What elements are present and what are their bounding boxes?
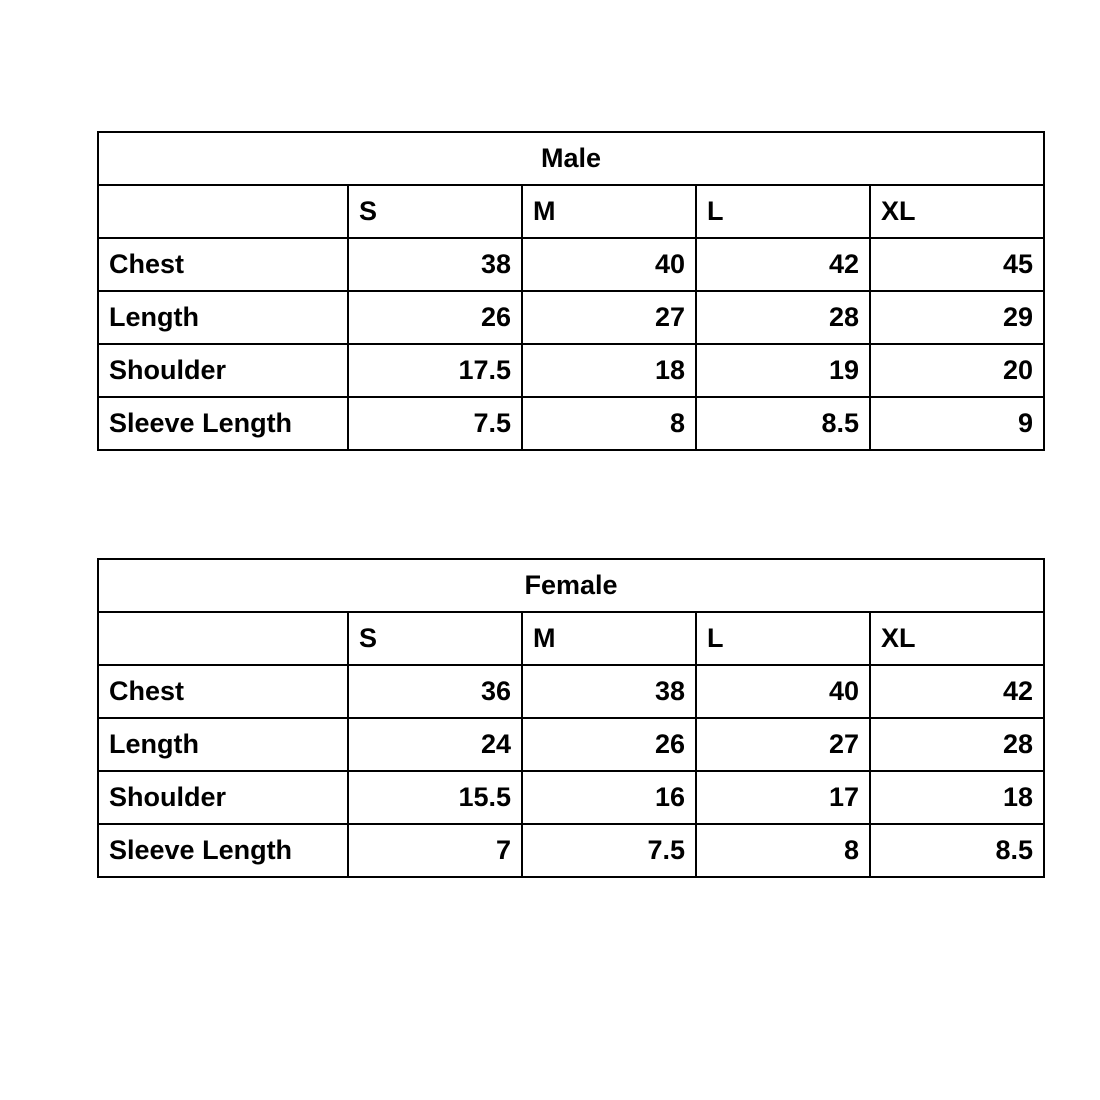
cell-value: 8	[522, 397, 696, 450]
column-header-m: M	[522, 612, 696, 665]
cell-value: 17.5	[348, 344, 522, 397]
cell-value: 8	[696, 824, 870, 877]
table-header-row	[98, 612, 1044, 665]
corner-cell	[98, 185, 348, 238]
cell-value: 40	[696, 665, 870, 718]
table-title: Female	[98, 559, 1044, 612]
column-header-l: L	[696, 185, 870, 238]
cell-value: 9	[870, 397, 1044, 450]
row-label: Shoulder	[98, 771, 348, 824]
cell-value: 28	[870, 718, 1044, 771]
table-row	[98, 397, 1044, 450]
cell-value: 42	[870, 665, 1044, 718]
cell-value: 28	[696, 291, 870, 344]
row-label: Sleeve Length	[98, 824, 348, 877]
table-row	[98, 344, 1044, 397]
cell-value: 36	[348, 665, 522, 718]
cell-value: 40	[522, 238, 696, 291]
column-header-xl: XL	[870, 612, 1044, 665]
cell-value: 7.5	[348, 397, 522, 450]
table-title: Male	[98, 132, 1044, 185]
table-row	[98, 718, 1044, 771]
cell-value: 16	[522, 771, 696, 824]
column-header-s: S	[348, 185, 522, 238]
table-row	[98, 238, 1044, 291]
column-header-s: S	[348, 612, 522, 665]
cell-value: 42	[696, 238, 870, 291]
row-label: Length	[98, 291, 348, 344]
cell-value: 45	[870, 238, 1044, 291]
table-row	[98, 771, 1044, 824]
cell-value: 7.5	[522, 824, 696, 877]
cell-value: 18	[522, 344, 696, 397]
table-row	[98, 824, 1044, 877]
male-size-table	[97, 131, 1045, 451]
cell-value: 26	[348, 291, 522, 344]
cell-value: 27	[522, 291, 696, 344]
table-row	[98, 665, 1044, 718]
corner-cell	[98, 612, 348, 665]
row-label: Chest	[98, 665, 348, 718]
female-size-table	[97, 558, 1045, 878]
column-header-xl: XL	[870, 185, 1044, 238]
row-label: Length	[98, 718, 348, 771]
cell-value: 38	[522, 665, 696, 718]
cell-value: 18	[870, 771, 1044, 824]
table-title-row	[98, 559, 1044, 612]
cell-value: 17	[696, 771, 870, 824]
row-label: Shoulder	[98, 344, 348, 397]
cell-value: 38	[348, 238, 522, 291]
row-label: Chest	[98, 238, 348, 291]
table-title-row	[98, 132, 1044, 185]
cell-value: 8.5	[696, 397, 870, 450]
cell-value: 29	[870, 291, 1044, 344]
column-header-l: L	[696, 612, 870, 665]
cell-value: 7	[348, 824, 522, 877]
cell-value: 8.5	[870, 824, 1044, 877]
cell-value: 19	[696, 344, 870, 397]
column-header-m: M	[522, 185, 696, 238]
cell-value: 27	[696, 718, 870, 771]
cell-value: 24	[348, 718, 522, 771]
row-label: Sleeve Length	[98, 397, 348, 450]
cell-value: 26	[522, 718, 696, 771]
cell-value: 20	[870, 344, 1044, 397]
cell-value: 15.5	[348, 771, 522, 824]
table-header-row	[98, 185, 1044, 238]
table-row	[98, 291, 1044, 344]
